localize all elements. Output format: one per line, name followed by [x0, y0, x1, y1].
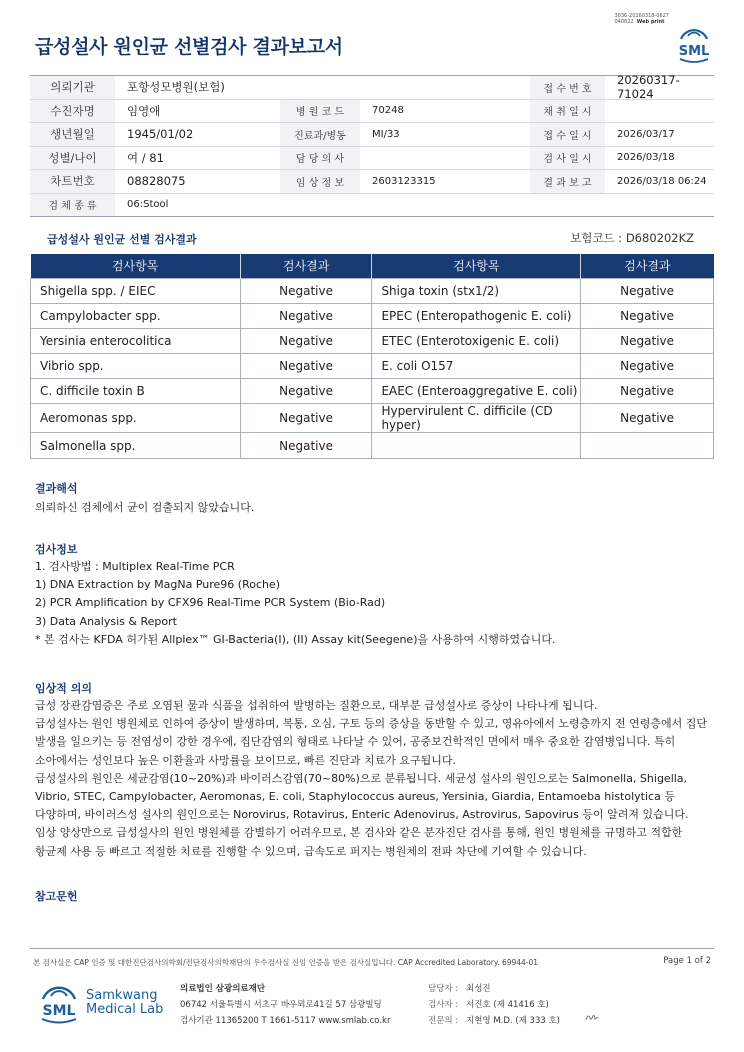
test-item: ETEC (Enterotoxigenic E. coli)	[372, 328, 581, 353]
test-info-line: 1) DNA Extraction by MagNa Pure96 (Roche)	[35, 578, 281, 592]
interpretation-text: 의뢰하신 검체에서 균이 검출되지 않았습니다.	[35, 501, 255, 514]
table-row	[31, 278, 714, 303]
test-result: Negative	[240, 303, 372, 328]
test-item: C. difficile toxin B	[31, 379, 241, 404]
value-hospital-code: 70248	[372, 105, 404, 117]
header-test-result: 검사결과	[581, 254, 714, 278]
footer-divider	[30, 948, 714, 949]
clinical-line: 항균제 사용 등 빠르고 적절한 치료를 진행할 수 있으며, 급속도로 퍼지는 병원체의 전파 차단에 기여할 수 있습니다.	[35, 844, 587, 858]
staff-name: 서진호 (제 41416 호)	[466, 1000, 549, 1010]
header-test-item: 검사항목	[372, 254, 581, 278]
sml-logo-icon	[674, 25, 714, 67]
value-dept-ward: MI/33	[372, 128, 400, 140]
table-row	[31, 303, 714, 328]
label-patient-name: 수진자명	[30, 100, 115, 123]
clinical-title: 임상적 의의	[35, 682, 92, 695]
value-result-report: 2026/03/18 06:24	[617, 175, 707, 187]
test-item: Vibrio spp.	[31, 354, 241, 379]
value-physician	[360, 147, 530, 170]
value-specimen-type: 06:Stool	[127, 199, 169, 211]
test-item: E. coli O157	[372, 354, 581, 379]
label-test-date: 검 사 일 시	[530, 147, 605, 170]
page-number: Page 1 of 2	[663, 956, 711, 966]
test-item: Shiga toxin (stx1/2)	[372, 278, 581, 303]
label-birth-date: 생년월일	[30, 123, 115, 146]
value-patient-name: 임영애	[127, 103, 161, 118]
info-row	[30, 73, 714, 102]
info-row	[30, 123, 714, 147]
label-dept-ward: 진료과/병동	[280, 123, 360, 146]
label-clinical-info: 임 상 정 보	[280, 170, 360, 193]
staff-role: 담당자 :	[428, 984, 459, 994]
test-info-title: 검사정보	[35, 543, 78, 556]
table-row	[31, 379, 714, 404]
test-result: Negative	[581, 379, 714, 404]
results-header-row	[31, 254, 714, 278]
label-specimen-type: 검 체 종 류	[30, 194, 115, 217]
label-receipt-no: 접 수 번 호	[530, 76, 605, 99]
table-row	[31, 433, 714, 458]
test-info-line: 3) Data Analysis & Report	[35, 614, 177, 628]
test-result: Negative	[581, 303, 714, 328]
footer-sml-logo-icon	[37, 983, 81, 1027]
org-name: 의료법인 삼광의료재단	[180, 984, 266, 994]
test-item: EAEC (Enteroaggregative E. coli)	[372, 379, 581, 404]
clinical-line: 급성설사는 원인 병원체로 인하여 증상이 발생하며, 복통, 오심, 구토 등의 증상을 동반할 수 있고, 영유아에서 노령층까지 전 연령층에서 집단	[35, 717, 707, 731]
staff-role: 검사자 :	[428, 1000, 459, 1010]
footer-org-info	[180, 981, 390, 1029]
header-test-result: 검사결과	[240, 254, 372, 278]
info-row	[30, 100, 714, 124]
label-sex-age: 성별/나이	[30, 147, 115, 170]
test-result: Negative	[240, 328, 372, 353]
value-sex-age: 여 / 81	[127, 150, 164, 165]
table-row	[31, 328, 714, 353]
test-result: Negative	[581, 328, 714, 353]
staff-role: 전문의 :	[428, 1016, 459, 1026]
report-code: 3036-20260318-0627 040822 Web print	[614, 13, 669, 25]
clinical-line: 발생을 일으키는 등 전염성이 강한 경우에, 집단감염의 형태로 나타날 수 있어, 공중보건학적인 면에서 매우 중요한 감염병입니다. 특히	[35, 735, 676, 749]
page-title: 급성설사 원인균 선별검사 결과보고서	[35, 36, 343, 58]
label-collection-date: 채 취 일 시	[530, 100, 605, 123]
test-info-body	[35, 558, 720, 649]
test-item: Shigella spp. / EIEC	[31, 278, 241, 303]
value-receipt-no: 20260317-71024	[617, 73, 680, 102]
test-result	[581, 433, 714, 458]
value-clinical-info: 2603123315	[372, 175, 436, 187]
test-result: Negative	[240, 379, 372, 404]
test-info-line: 1. 검사방법 : Multiplex Real-Time PCR	[35, 560, 235, 573]
test-item: EPEC (Enteropathogenic E. coli)	[372, 303, 581, 328]
label-requesting-org: 의뢰기관	[30, 76, 115, 99]
test-item: Salmonella spp.	[31, 433, 241, 458]
footer-brand: Samkwang Medical Lab	[86, 988, 164, 1017]
results-table	[30, 254, 714, 459]
value-chart-no: 08828075	[127, 174, 186, 189]
value-receipt-date: 2026/03/17	[617, 128, 675, 140]
label-physician: 담 당 의 사	[280, 147, 360, 170]
clinical-line: 다양하며, 바이러스성 설사의 원인으로는 Norovirus, Rotavirus, Enteric Adenovirus, Astrovirus, Sapovirus 등이 알려져 있습니다.	[35, 808, 689, 822]
header-test-item: 검사항목	[31, 254, 241, 278]
test-info-line: * 본 검사는 KFDA 허가된 Allplex™ GI-Bacteria(I), (II) Assay kit(Seegene)을 사용하여 시행하였습니다.	[35, 632, 556, 646]
table-row	[31, 354, 714, 379]
label-result-report: 결 과 보 고	[530, 170, 605, 193]
clinical-line: 소아에서는 성인보다 높은 이환율과 사망률을 보이므로, 빠른 진단과 치료가 요구됩니다.	[35, 753, 456, 767]
test-item: Hypervirulent C. difficile (CD hyper)	[372, 404, 581, 433]
test-result: Negative	[581, 354, 714, 379]
test-result: Negative	[240, 354, 372, 379]
value-requesting-org: 포항성모병원(보험)	[127, 80, 225, 95]
patient-info-grid	[30, 75, 714, 217]
test-info-line: 2) PCR Amplification by CFX96 Real-Time PCR System (Bio-Rad)	[35, 596, 386, 610]
clinical-line: 임상 양상만으로 급성설사의 원인 병원체를 감별하기 어려우므로, 본 검사와 같은 분자진단 검사를 통해, 원인 병원체를 규명하고 적합한	[35, 826, 683, 840]
footer-staff	[428, 981, 560, 1029]
footer-logo-text: SML	[42, 1003, 76, 1019]
results-section-title: 급성설사 원인균 선별 검사결과	[47, 233, 197, 246]
table-row	[31, 404, 714, 433]
interpretation-title: 결과해석	[35, 482, 78, 495]
insurance-code: 보험코드 : D680202KZ	[570, 231, 694, 245]
clinical-line: 급성설사의 원인은 세균감염(10~20%)과 바이러스감염(70~80%)으로 분류됩니다. 세균성 설사의 원인으로는 Salmonella, Shigella,	[35, 771, 688, 785]
info-row	[30, 194, 714, 218]
test-result: Negative	[240, 433, 372, 458]
test-item	[372, 433, 581, 458]
test-item: Campylobacter spp.	[31, 303, 241, 328]
sml-logo-text: SML	[678, 44, 710, 59]
info-row	[30, 147, 714, 171]
test-result: Negative	[581, 404, 714, 433]
web-print-label: Web print	[636, 19, 665, 25]
org-contact: 검사기관 11365200 T 1661-5117 www.smlab.co.kr	[180, 1016, 391, 1026]
label-hospital-code: 병 원 코 드	[280, 100, 360, 123]
certification-note: 본 검사실은 CAP 인증 및 대한진단검사의학회/진단검사의학재단의 우수검사실 신임 인증을 받은 검사실입니다. CAP Accredited Laboratory. 69944-01	[33, 958, 539, 967]
test-item: Aeromonas spp.	[31, 404, 241, 433]
org-address: 06742 서울특별시 서초구 바우뫼로41길 57 삼광빌딩	[180, 1000, 382, 1010]
clinical-line: Vibrio, STEC, Campylobacter, Aeromonas, E. coli, Staphylococcus aureus, Yersinia, Giardia, Entamoeba histolytica 등	[35, 790, 675, 804]
label-chart-no: 차트번호	[30, 170, 115, 193]
references-title: 참고문헌	[35, 890, 78, 903]
test-item: Yersinia enterocolitica	[31, 328, 241, 353]
test-result: Negative	[240, 404, 372, 433]
info-row	[30, 170, 714, 194]
value-birth-date: 1945/01/02	[127, 127, 194, 142]
value-test-date: 2026/03/18	[617, 152, 675, 164]
test-result: Negative	[581, 278, 714, 303]
test-result: Negative	[240, 278, 372, 303]
clinical-body	[35, 697, 720, 861]
staff-name: 지현영 M.D. (제 333 호)	[466, 1016, 561, 1026]
label-receipt-date: 접 수 일 시	[530, 123, 605, 146]
signature-icon	[584, 1011, 600, 1023]
clinical-line: 급성 장관감염증은 주로 오염된 물과 식품을 섭취하여 발병하는 질환으로, 대부분 급성설사로 증상이 나타나게 됩니다.	[35, 699, 598, 712]
value-collection-date	[605, 100, 714, 123]
staff-name: 최성진	[466, 984, 491, 994]
